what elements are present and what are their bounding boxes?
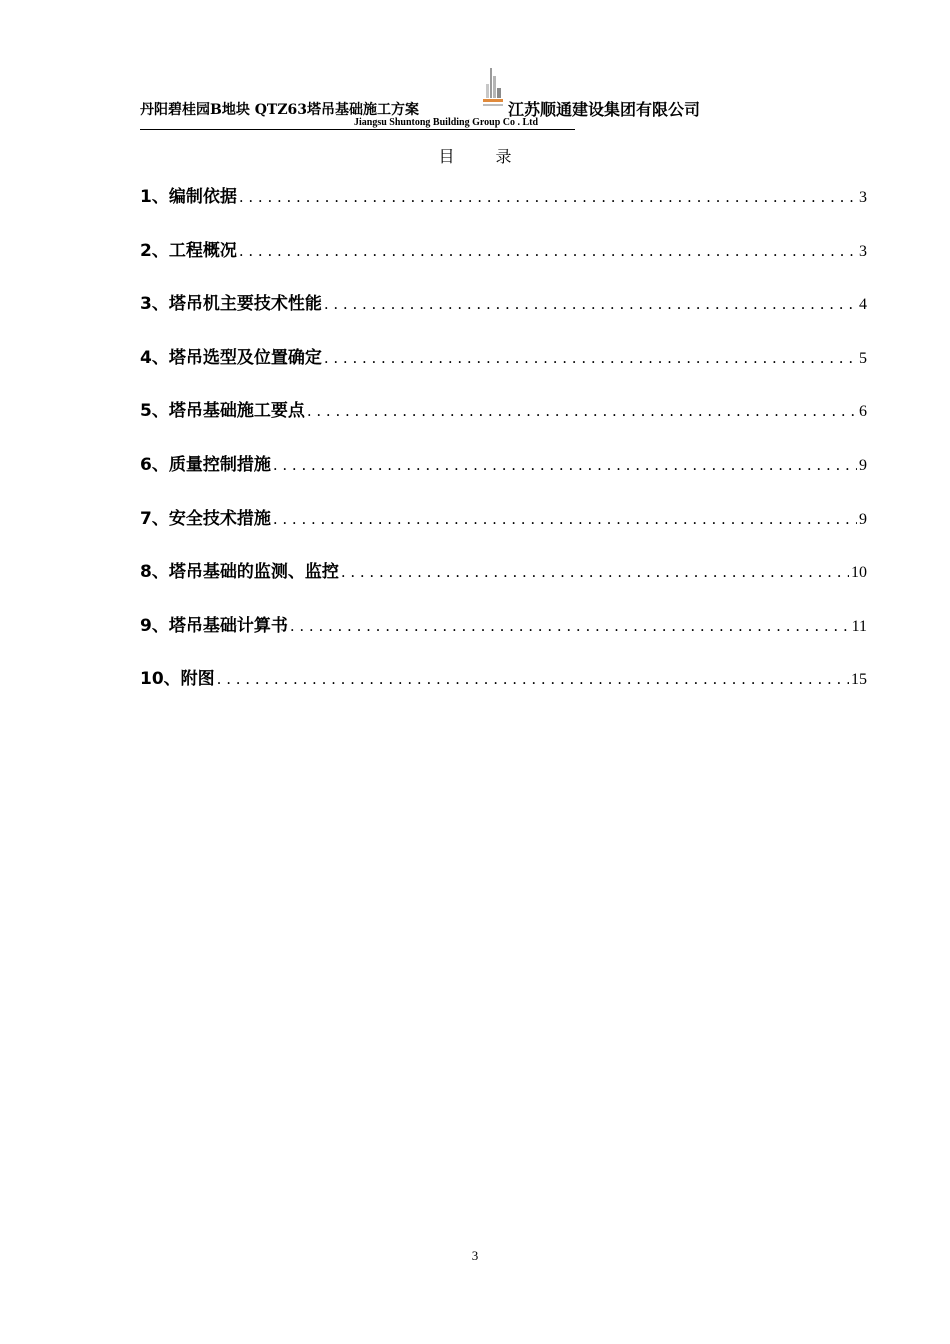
toc-entry-label: 9、塔吊基础计算书 bbox=[140, 615, 288, 636]
toc-entry-label: 3、塔吊机主要技术性能 bbox=[140, 294, 322, 315]
toc-dot-leader bbox=[307, 402, 857, 420]
company-name: 江苏顺通建设集团有限公司 bbox=[508, 100, 701, 119]
toc-entry[interactable] bbox=[140, 343, 867, 397]
toc-entry-label: 1、编制依据 bbox=[140, 187, 237, 207]
company-english-name: Jiangsu Shuntong Building Group Co . Ltd bbox=[354, 117, 539, 128]
toc-dot-leader bbox=[273, 456, 857, 474]
toc-dot-leader bbox=[239, 242, 857, 260]
toc-entry-page: 6 bbox=[859, 403, 867, 421]
toc-entry-page: 11 bbox=[851, 617, 867, 635]
toc-entry-label: 8、塔吊基础的监测、监控 bbox=[140, 562, 339, 583]
toc-entry-page: 3 bbox=[859, 189, 867, 206]
toc-dot-leader bbox=[273, 510, 857, 528]
toc-entry[interactable] bbox=[140, 289, 867, 343]
toc-entry-label: 7、安全技术措施 bbox=[140, 508, 271, 529]
toc-entry-label: 2、工程概况 bbox=[140, 240, 237, 261]
toc-dot-leader bbox=[324, 295, 857, 313]
toc-entry-page: 9 bbox=[859, 456, 867, 474]
toc-entry[interactable] bbox=[140, 182, 867, 236]
toc-dot-leader bbox=[239, 188, 857, 206]
toc-entry[interactable] bbox=[140, 557, 867, 611]
toc-dot-leader bbox=[324, 349, 857, 367]
toc-entry[interactable] bbox=[140, 450, 867, 504]
toc-entry-label: 6、质量控制措施 bbox=[140, 454, 271, 475]
toc-entry[interactable] bbox=[140, 236, 867, 290]
page-number: 3 bbox=[471, 1248, 479, 1263]
toc-entry-label: 5、塔吊基础施工要点 bbox=[140, 401, 305, 422]
building-logo-icon bbox=[480, 66, 506, 112]
toc-entry-page: 15 bbox=[851, 671, 867, 689]
header-divider bbox=[140, 129, 575, 130]
toc-entry[interactable] bbox=[140, 504, 867, 558]
toc-entry[interactable] bbox=[140, 664, 867, 718]
toc-entry-page: 10 bbox=[851, 564, 867, 582]
toc-entry-label: 10、附图 bbox=[140, 669, 215, 690]
toc-dot-leader bbox=[290, 617, 850, 635]
table-of-contents bbox=[140, 182, 867, 718]
toc-entry-page: 4 bbox=[859, 296, 867, 314]
toc-title: 目 录 bbox=[438, 147, 530, 166]
toc-entry[interactable] bbox=[140, 611, 867, 665]
toc-entry-page: 9 bbox=[859, 510, 867, 528]
project-title: 丹阳碧桂园B地块 QTZ63塔吊基础施工方案 bbox=[140, 102, 420, 118]
toc-dot-leader bbox=[217, 670, 849, 688]
toc-entry-label: 4、塔吊选型及位置确定 bbox=[140, 347, 322, 368]
toc-entry-page: 3 bbox=[859, 242, 867, 260]
toc-entry[interactable] bbox=[140, 396, 867, 450]
toc-entry-page: 5 bbox=[859, 349, 867, 367]
toc-dot-leader bbox=[341, 563, 849, 581]
